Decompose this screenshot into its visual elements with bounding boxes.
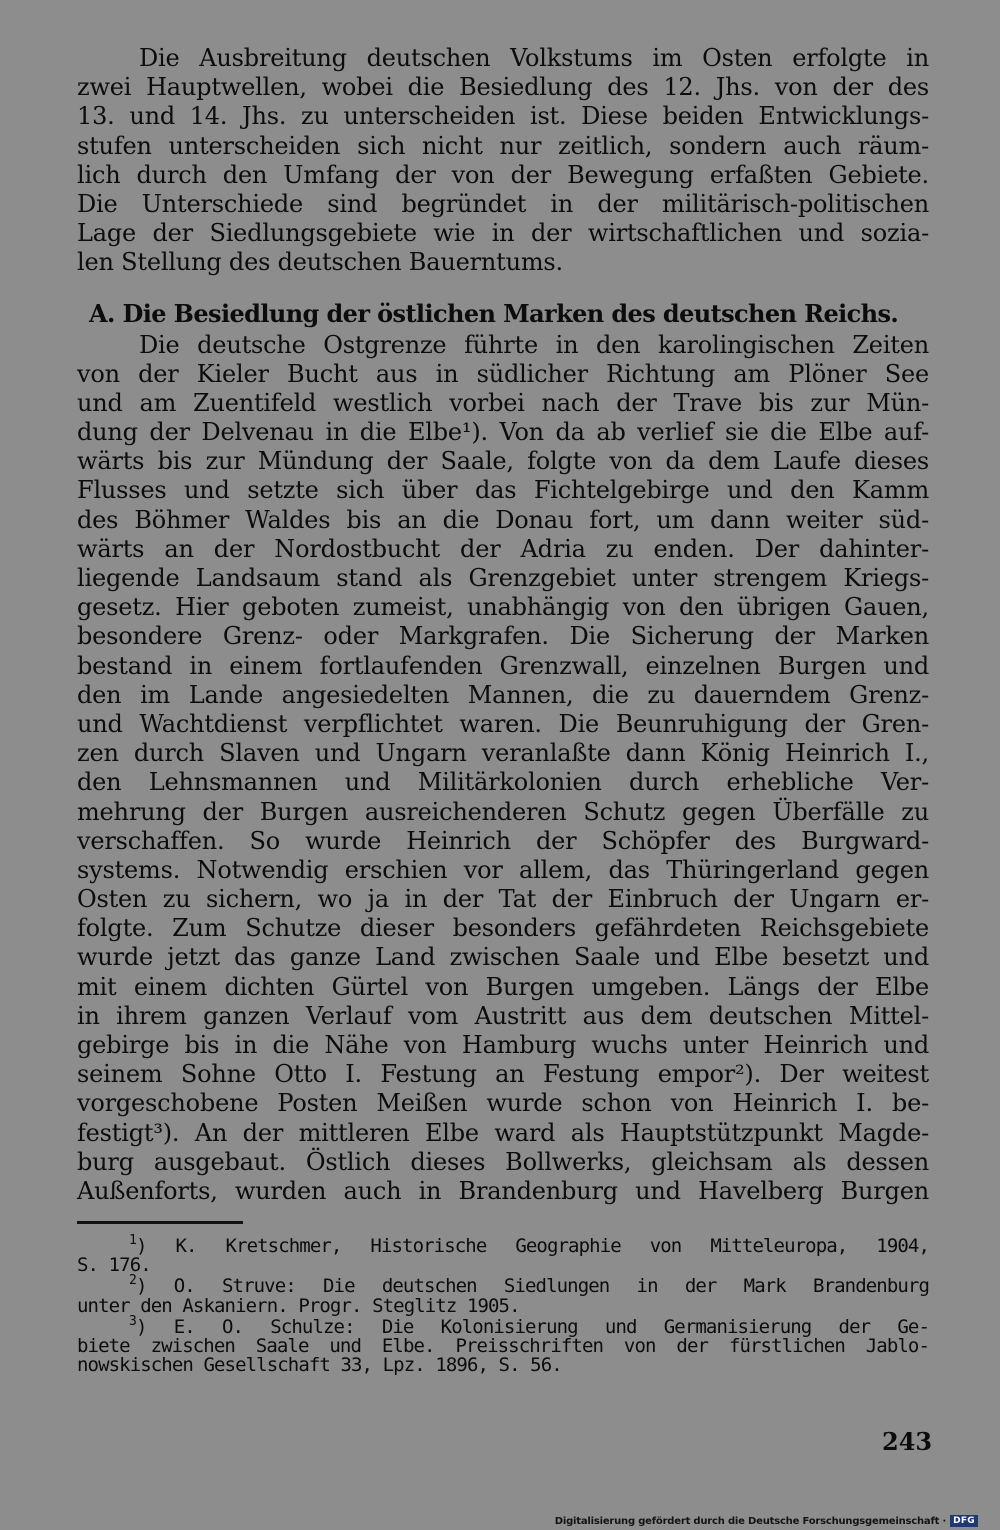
text-line: systems. Notwendig erschien vor allem, das Thüringerland gegen	[77, 855, 929, 884]
text-line: stufen unterscheiden sich nicht nur zeitlich, sondern auch räum-	[77, 131, 929, 160]
footnote-2	[77, 1273, 929, 1317]
footnote-3	[77, 1313, 929, 1377]
footnote-line: S. 176.	[77, 1254, 151, 1277]
footnote-separator	[77, 1221, 243, 1224]
text-line: gebirge bis in die Nähe von Hamburg wuchs unter Heinrich und	[77, 1031, 929, 1059]
text-line: Flusses und setzte sich über das Fichtelgebirge und den Kamm	[77, 476, 929, 505]
text-line: Osten zu sichern, wo ja in der Tat der Einbruch der Ungarn er-	[77, 885, 929, 914]
credit-text: Digitalisierung gefördert durch die Deutsche Forschungsgemeinschaft ·	[554, 1515, 947, 1527]
text-line: wurde jetzt das ganze Land zwischen Saale und Elbe besetzt und	[77, 943, 929, 972]
intro-paragraph	[77, 44, 929, 278]
text-line: Lage der Siedlungsgebiete wie in der wirtschaftlichen und sozia-	[77, 219, 929, 248]
text-line: len Stellung des deutschen Bauerntums.	[77, 248, 563, 277]
text-line: seinem Sohne Otto I. Festung an Festung empor²). Der weitest	[77, 1060, 929, 1089]
footnote-line: $^3$) E. O. Schulze: Die Kolonisierung und Germanisierung der Ge-	[129, 1313, 929, 1338]
text-line: und Wachtdienst verpflichtet waren. Die Beunruhigung der Gren-	[77, 709, 929, 738]
footnote-line: unter den Askaniern. Progr. Steglitz 1905.	[77, 1294, 520, 1317]
text-line: wärts bis zur Mündung der Saale, folgte von da dem Laufe dieses	[77, 447, 929, 476]
section-heading: A. Die Besiedlung der östlichen Marken des deutschen Reichs.	[89, 298, 899, 328]
footnote-marker: 3	[129, 1313, 136, 1329]
text-line: Außenforts, wurden auch in Brandenburg und Havelberg Burgen	[77, 1176, 929, 1205]
text-line: wärts an der Nordostbucht der Adria zu enden. Der dahinter-	[77, 534, 929, 563]
text-line: Die Ausbreitung deutschen Volkstums im Osten erfolgte in	[139, 44, 929, 72]
text-line: Die Unterschiede sind begründet in der militärisch-politischen	[77, 189, 929, 218]
text-line: mehrung der Burgen ausreichenderen Schutz gegen Überfälle zu	[77, 797, 929, 826]
text-line: gesetz. Hier geboten zumeist, unabhängig von den übrigen Gauen,	[77, 593, 929, 622]
text-line: burg ausgebaut. Östlich dieses Bollwerks, gleichsam als dessen	[77, 1147, 929, 1176]
text-line: Die deutsche Ostgrenze führte in den karolingischen Zeiten	[139, 330, 929, 359]
text-line: liegende Landsaum stand als Grenzgebiet unter strengem Kriegs-	[77, 564, 929, 592]
text-line: zen durch Slaven und Ungarn veranlaßte dann König Heinrich I.,	[77, 739, 929, 768]
dfg-logo: DFG	[950, 1515, 978, 1527]
text-line: verschaffen. So wurde Heinrich der Schöpfer des Burgward-	[77, 826, 929, 855]
page-body	[77, 44, 929, 1206]
text-line: 13. und 14. Jhs. zu unterscheiden ist. Diese beiden Entwicklungs-	[77, 102, 929, 131]
page-number: 243	[882, 1427, 933, 1456]
footnote-line: biete zwischen Saale und Elbe. Preisschriften von der fürstlichen Jablo-	[77, 1334, 929, 1357]
text-line: bestand in einem fortlaufenden Grenzwall, einzelnen Burgen und	[77, 651, 929, 680]
text-line: festigt³). An der mittleren Elbe ward als Hauptstützpunkt Magde-	[77, 1118, 929, 1147]
footnote-1	[77, 1233, 929, 1277]
footnote-line: $^1$) K. Kretschmer, Historische Geographie von Mitteleuropa, 1904,	[129, 1233, 929, 1257]
footnote-marker: 2	[129, 1273, 136, 1289]
footnote-line: nowskischen Gesellschaft 33, Lpz. 1896, S. 56.	[77, 1354, 562, 1377]
text-line: dung der Delvenau in die Elbe¹). Von da ab verlief sie die Elbe auf-	[77, 418, 929, 447]
text-line: besondere Grenz- oder Markgrafen. Die Sicherung der Marken	[77, 622, 929, 651]
text-line: des Böhmer Waldes bis an die Donau fort, um dann weiter süd-	[77, 505, 929, 534]
text-line: vorgeschobene Posten Meißen wurde schon von Heinrich I. be-	[77, 1089, 929, 1118]
text-line: von der Kieler Bucht aus in südlicher Richtung am Plöner See	[77, 359, 929, 388]
footnotes	[77, 1233, 929, 1377]
text-line: lich durch den Umfang der von der Bewegung erfaßten Gebiete.	[77, 160, 929, 189]
text-line: zwei Hauptwellen, wobei die Besiedlung des 12. Jhs. von der des	[77, 73, 929, 102]
text-line: mit einem dichten Gürtel von Burgen umgeben. Längs der Elbe	[77, 972, 929, 1001]
text-line: folgte. Zum Schutze dieser besonders gefährdeten Reichsgebiete	[77, 914, 929, 943]
text-line: in ihrem ganzen Verlauf vom Austritt aus dem deutschen Mittel-	[77, 1001, 929, 1030]
text-line: und am Zuentifeld westlich vorbei nach der Trave bis zur Mün-	[77, 388, 929, 417]
footnote-marker: 1	[129, 1233, 136, 1248]
digitization-credit	[555, 1515, 978, 1527]
text-line: den Lehnsmannen und Militärkolonien durch erhebliche Ver-	[77, 768, 929, 797]
main-paragraph	[77, 331, 929, 1207]
footnote-line: $^2$) O. Struve: Die deutschen Siedlungen in der Mark Brandenburg	[129, 1273, 929, 1298]
text-line: den im Lande angesiedelten Mannen, die zu dauerndem Grenz-	[77, 680, 929, 709]
